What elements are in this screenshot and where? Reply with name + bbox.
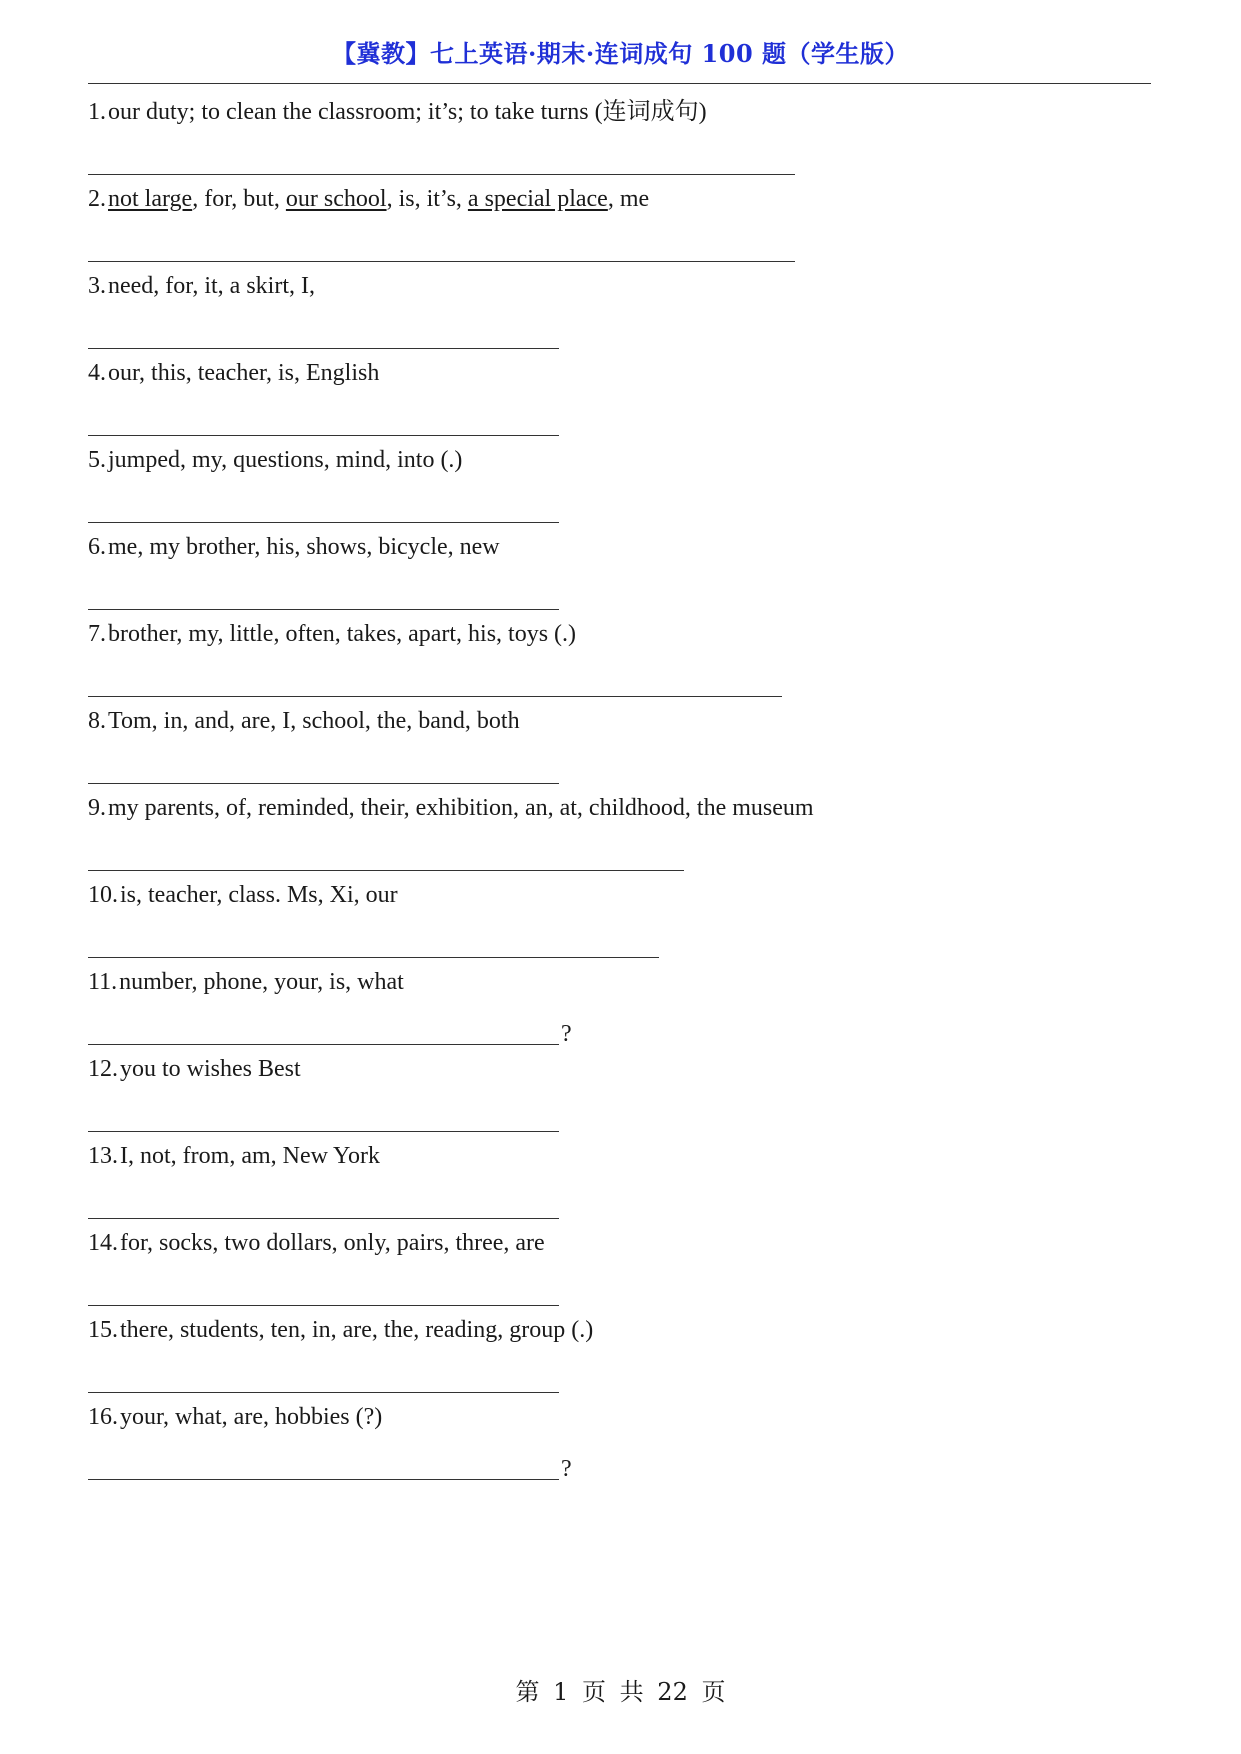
question-text: for, socks, two dollars, only, pairs, three, are xyxy=(120,1230,545,1256)
question-14 xyxy=(88,1229,545,1257)
question-number: 5. xyxy=(88,447,106,473)
question-10 xyxy=(88,881,398,909)
answer-line[interactable] xyxy=(88,670,782,697)
question-13 xyxy=(88,1142,380,1170)
question-text: , me xyxy=(607,186,650,212)
page-number: 第 1 页 共 22 页 xyxy=(515,1678,726,1706)
question-text: our, this, teacher, is, English xyxy=(108,360,380,386)
question-text: brother, my, little, often, takes, apart, his, toys (.) xyxy=(108,621,577,647)
answer-line[interactable] xyxy=(88,583,559,610)
answer-line[interactable] xyxy=(88,235,795,262)
question-8 xyxy=(88,707,520,735)
answer-line[interactable] xyxy=(88,409,559,436)
answer-line[interactable] xyxy=(88,1192,559,1219)
question-6 xyxy=(88,533,500,561)
question-number: 11. xyxy=(88,969,118,995)
answer-line[interactable] xyxy=(88,844,684,871)
question-text: you to wishes Best xyxy=(120,1056,301,1082)
document-title: 【冀教】七上英语·期末·连词成句 100 题（学生版） xyxy=(331,39,910,68)
question-text: jumped, my, questions, mind, into (.) xyxy=(108,447,463,473)
answer-line[interactable] xyxy=(88,496,559,523)
question-text: , for, but, xyxy=(192,186,286,212)
question-number: 15. xyxy=(88,1317,118,1343)
question-text: is, teacher, class. Ms, Xi, our xyxy=(120,882,398,908)
answer-end-punctuation: ? xyxy=(561,1456,572,1482)
underlined-phrase: a special place xyxy=(467,186,608,212)
question-number: 13. xyxy=(88,1143,118,1169)
question-text: me, my brother, his, shows, bicycle, new xyxy=(108,534,500,560)
question-12 xyxy=(88,1055,301,1083)
question-text: there, students, ten, in, are, the, reading, group (.) xyxy=(120,1317,594,1343)
answer-line[interactable] xyxy=(88,757,559,784)
answer-line[interactable] xyxy=(88,931,659,958)
question-number: 12. xyxy=(88,1056,118,1082)
answer-line[interactable] xyxy=(88,322,559,349)
answer-line[interactable] xyxy=(88,1105,559,1132)
question-3 xyxy=(88,272,315,300)
underlined-phrase: our school xyxy=(285,186,387,212)
question-2 xyxy=(88,185,649,213)
answer-line[interactable] xyxy=(88,1018,559,1045)
question-7 xyxy=(88,620,576,648)
question-text: my parents, of, reminded, their, exhibition, an, at, childhood, the museum xyxy=(108,795,814,821)
question-text: , is, it’s, xyxy=(386,186,468,212)
question-text: need, for, it, a skirt, I, xyxy=(108,273,315,299)
question-1 xyxy=(88,98,707,126)
question-9 xyxy=(88,794,814,822)
question-number: 10. xyxy=(88,882,118,908)
question-5 xyxy=(88,446,462,474)
answer-line[interactable] xyxy=(88,1453,559,1480)
question-number: 14. xyxy=(88,1230,118,1256)
answer-line[interactable] xyxy=(88,1366,559,1393)
question-number: 7. xyxy=(88,621,106,647)
question-text: your, what, are, hobbies (?) xyxy=(120,1404,383,1430)
question-number: 3. xyxy=(88,273,106,299)
question-text: number, phone, your, is, what xyxy=(119,969,404,995)
question-4 xyxy=(88,359,379,387)
question-number: 2. xyxy=(88,186,106,212)
question-16 xyxy=(88,1403,382,1431)
question-number: 16. xyxy=(88,1404,118,1430)
question-number: 4. xyxy=(88,360,106,386)
answer-end-punctuation: ? xyxy=(561,1021,572,1047)
question-number: 9. xyxy=(88,795,106,821)
question-number: 6. xyxy=(88,534,106,560)
question-15 xyxy=(88,1316,593,1344)
question-text: our duty; to clean the classroom; it’s; to take turns (连词成句) xyxy=(108,99,707,125)
question-text: I, not, from, am, New York xyxy=(120,1143,380,1169)
question-number: 1. xyxy=(88,99,106,125)
question-11 xyxy=(88,968,404,996)
question-text: Tom, in, and, are, I, school, the, band, both xyxy=(108,708,520,734)
answer-line[interactable] xyxy=(88,148,795,175)
question-number: 8. xyxy=(88,708,106,734)
answer-line[interactable] xyxy=(88,1279,559,1306)
underlined-phrase: not large xyxy=(108,186,193,212)
header-divider xyxy=(88,83,1151,84)
